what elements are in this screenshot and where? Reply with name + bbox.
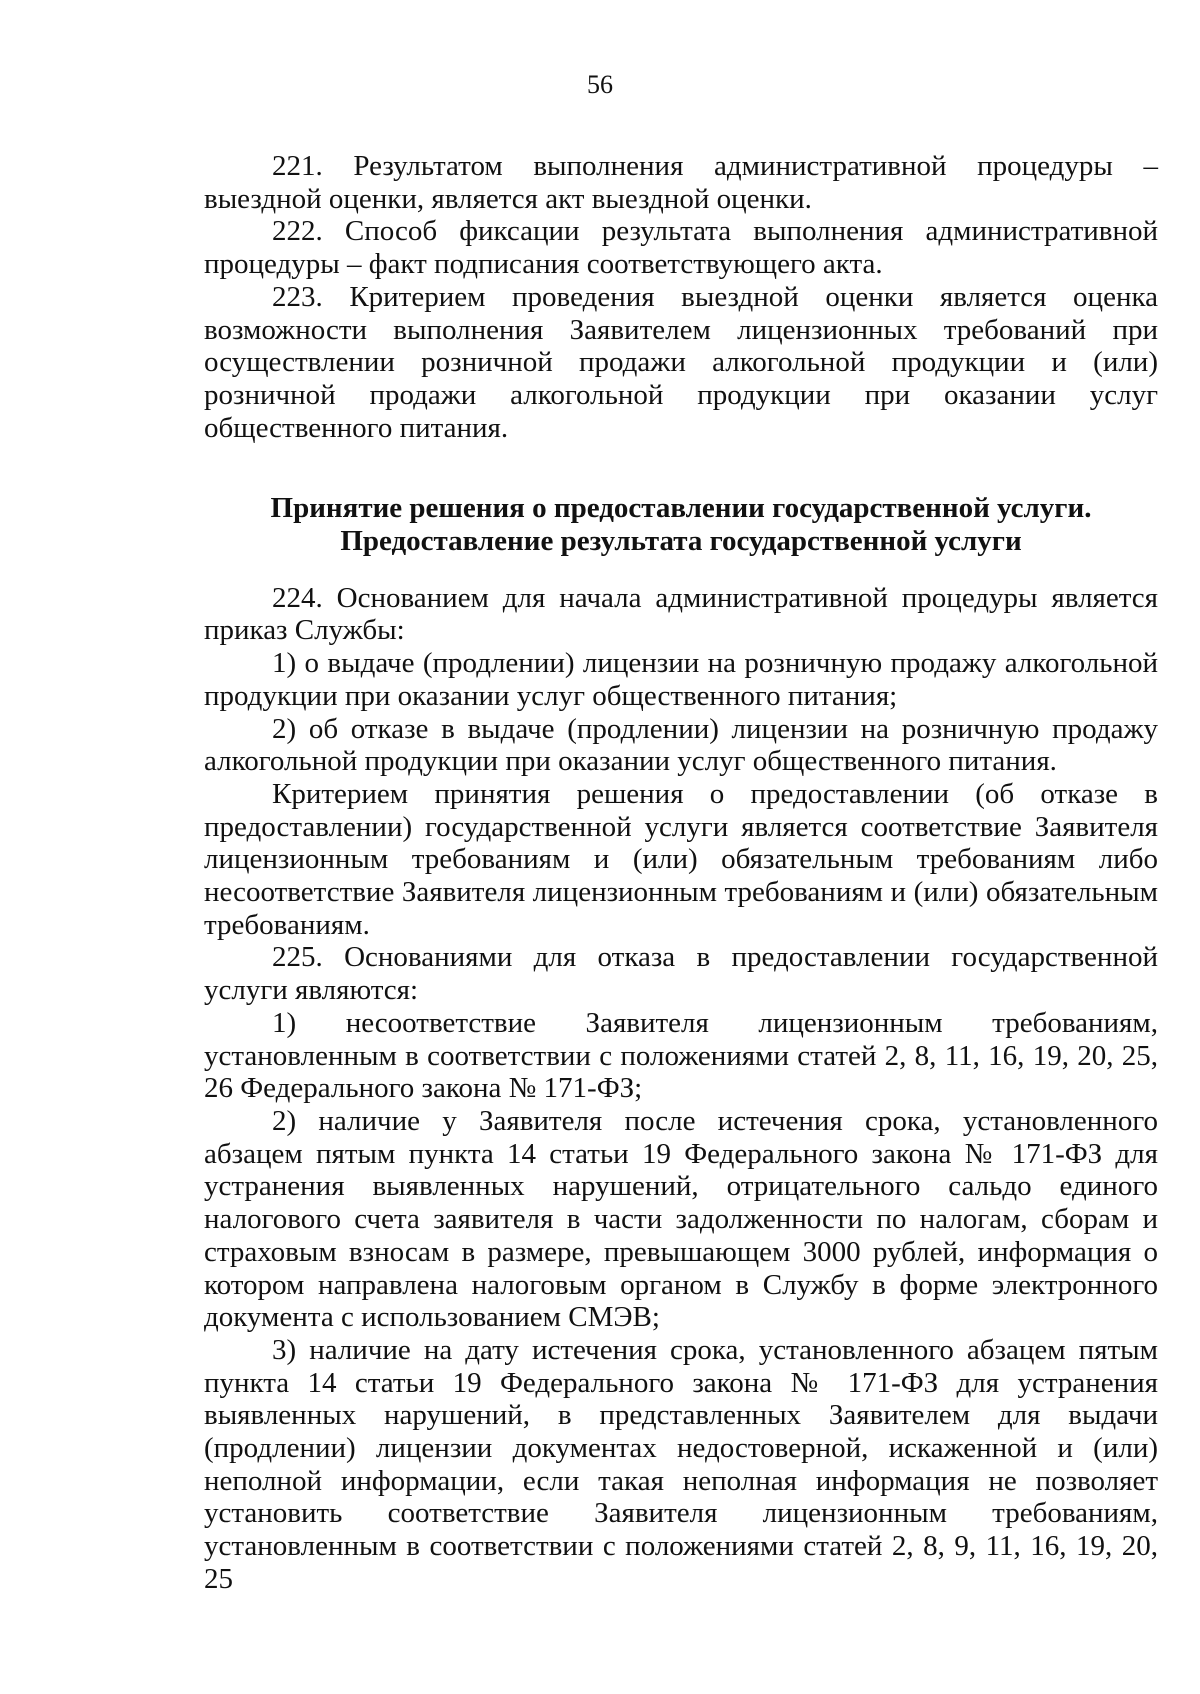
paragraph-224: 224. Основанием для начала административной процедуры является приказ Службы:: [204, 581, 1158, 647]
list-item-225-1: 1) несоответствие Заявителя лицензионным требованиям, установленным в соответствии с положениями статей 2, 8, 11, 16, 19, 20, 25, 26 Федерального закона № 171-ФЗ;: [204, 1006, 1158, 1105]
list-item-224-2: 2) об отказе в выдаче (продлении) лицензии на розничную продажу алкогольной продукции при оказании услуг общественного питания.: [204, 712, 1158, 778]
paragraph-221: 221. Результатом выполнения административной процедуры – выездной оценки, является акт выездной оценки.: [204, 150, 1158, 215]
section-heading-line2: Предоставление результата государственной услуги: [340, 525, 1022, 558]
paragraph-223: 223. Критерием проведения выездной оценки является оценка возможности выполнения Заявителем лицензионных требований при осуществлении розничной продажи алкогольной продукции и (или) розничной продажи алкогольной продукции при оказании услуг общественного питания.: [204, 280, 1158, 444]
paragraph-222: 222. Способ фиксации результата выполнения административной процедуры – факт подписания соответствующего акта.: [204, 215, 1158, 281]
list-item-225-3: 3) наличие на дату истечения срока, установленного абзацем пятым пункта 14 статьи 19 Федерального закона № 171-ФЗ для устранения выявленных нарушений, в представленных Заявителем для выдачи (продлении) лицензии документах недостоверной, искаженной и (или) неполной информации, если такая неполная информация не позволяет установить соответствие Заявителя лицензионным требованиям, установленным в соответствии с положениями статей 2, 8, 9, 11, 16, 19, 20, 25: [204, 1333, 1158, 1595]
list-item-224-1: 1) о выдаче (продлении) лицензии на розничную продажу алкогольной продукции при оказании услуг общественного питания;: [204, 647, 1158, 712]
section-heading-line1: Принятие решения о предоставлении государственной услуги.: [270, 492, 1092, 525]
paragraph-criterion: Критерием принятия решения о предоставлении (об отказе в предоставлении) государственной услуги является соответствие Заявителя лицензионным требованиям и (или) обязательным требованиям либо несоответствие Заявителя лицензионным требованиям и (или) обязательным требованиям.: [204, 777, 1158, 941]
list-item-225-2: 2) наличие у Заявителя после истечения срока, установленного абзацем пятым пункта 14 статьи 19 Федерального закона № 171-ФЗ для устранения выявленных нарушений, отрицательного сальдо единого налогового счета заявителя в части задолженности по налогам, сборам и страховым взносам в размере, превышающем 3000 рублей, информация о котором направлена налоговым органом в Службу в форме электронного документа с использованием СМЭВ;: [204, 1104, 1158, 1334]
document-body: [204, 150, 1158, 1596]
paragraph-225: 225. Основаниями для отказа в предоставлении государственной услуги являются:: [204, 941, 1158, 1007]
page-number: 56: [587, 70, 613, 99]
